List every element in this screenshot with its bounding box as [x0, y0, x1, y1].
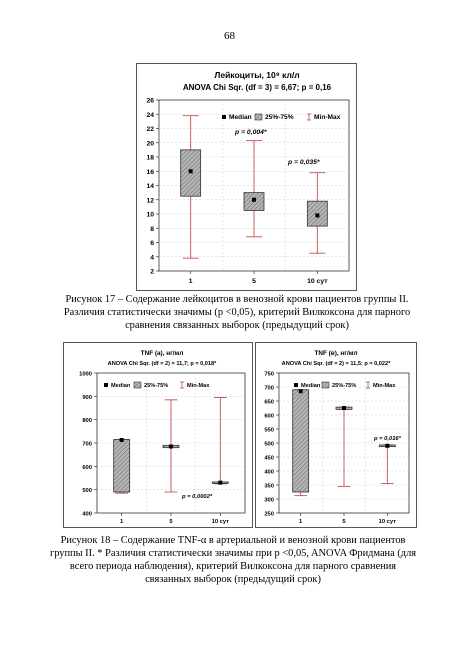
y-tick-label: 700 [264, 385, 274, 392]
chart-subtitle: ANOVA Chi Sqr. (df = 2) = 11,5; p = 0,022* [281, 361, 391, 367]
y-tick-label: 26 [146, 97, 154, 105]
legend-median-label: Median [111, 383, 131, 389]
y-tick-label: 800 [82, 418, 92, 425]
y-tick-label: 20 [146, 140, 154, 148]
x-tick-label: 5 [342, 519, 346, 525]
x-tick-label: 10 сут [211, 519, 230, 525]
chart-tnf-venous [255, 342, 417, 528]
chart-tnf-arterial [63, 342, 253, 528]
median-marker [218, 481, 222, 485]
legend-minmax-label: Min-Max [187, 383, 210, 389]
y-tick-label: 6 [150, 240, 154, 247]
y-tick-label: 750 [264, 371, 274, 378]
legend-median-label: Median [301, 383, 321, 389]
median-marker [120, 438, 124, 442]
y-tick-label: 8 [150, 225, 154, 233]
legend-iqr-label: 25%-75% [265, 114, 294, 121]
y-tick-label: 600 [82, 464, 92, 471]
legend-iqr-swatch [255, 114, 262, 120]
median-marker [315, 213, 319, 217]
legend-median-marker [104, 383, 108, 387]
p-value-annotation: p = 0,035* [288, 159, 320, 166]
legend-median-marker [294, 383, 298, 387]
x-tick-label: 1 [120, 519, 124, 525]
y-tick-label: 24 [146, 111, 154, 119]
chart-title: Лейкоциты, 10⁹ кл/л [214, 70, 300, 80]
y-tick-label: 14 [146, 183, 154, 190]
median-marker [299, 389, 303, 393]
chart-subtitle: ANOVA Chi Sqr. (df = 3) = 6,67; p = 0,16 [182, 83, 332, 92]
y-tick-label: 500 [264, 441, 274, 448]
y-tick-label: 350 [264, 483, 274, 490]
p-value-annotation: p = 0,016* [374, 436, 401, 442]
chart-subtitle: ANOVA Chi Sqr. (df = 2) = 11,7; p = 0,018* [107, 361, 217, 367]
median-marker [189, 169, 193, 173]
y-tick-label: 16 [146, 168, 154, 176]
y-tick-label: 700 [82, 441, 92, 448]
y-tick-label: 18 [146, 154, 154, 162]
y-tick-label: 4 [150, 254, 154, 262]
median-marker [342, 406, 346, 410]
figure-17-caption: Рисунок 17 – Содержание лейкоцитов в венозной крови пациентов группы II. Различия статистически значимы (p <0,05), критерий Вилкоксона для парного сравнения связанных выборок (предыдущий срок) [63, 294, 411, 331]
y-tick-label: 2 [150, 268, 154, 276]
y-tick-label: 250 [264, 511, 274, 518]
x-tick-label: 1 [299, 519, 303, 525]
y-tick-label: 450 [264, 455, 274, 462]
legend-minmax-label: Min-Max [373, 383, 396, 389]
median-marker [252, 198, 256, 202]
y-tick-label: 550 [264, 427, 274, 434]
chart-title: TNF (a), нг/мл [140, 350, 184, 357]
figure-18-caption: Рисунок 18 – Содержание TNF-α в артериальной и венозной крови пациентов группы II. * Различия статистически значимы при p <0,05, ANOVA Фридмана (для всего периода наблюдения), критерий Вилкоксона для парного сравнения связанных выборок (предыдущий срок) [49, 535, 417, 585]
y-tick-label: 12 [146, 197, 154, 205]
y-tick-label: 650 [264, 399, 274, 406]
page-number: 68 [224, 30, 235, 42]
y-tick-label: 600 [264, 413, 274, 420]
chart-leukocytes-plot [137, 64, 356, 290]
chart-leukocytes [136, 63, 357, 291]
legend-iqr-swatch [134, 382, 141, 388]
y-tick-label: 900 [82, 394, 92, 401]
legend-iqr-label: 25%-75% [144, 383, 169, 389]
x-tick-label: 5 [252, 278, 256, 285]
p-value-annotation: p = 0,0002* [182, 494, 213, 500]
p-value-annotation: p = 0,004* [235, 129, 267, 136]
x-tick-label: 10 сут [378, 519, 397, 525]
y-tick-label: 22 [146, 126, 154, 133]
legend-iqr-swatch [322, 382, 329, 388]
chart-tnf-venous-plot [256, 343, 416, 527]
y-tick-label: 500 [82, 488, 92, 495]
y-tick-label: 400 [264, 469, 274, 476]
box-iqr [114, 440, 130, 493]
median-marker [169, 445, 173, 449]
legend-iqr-label: 25%-75% [332, 383, 357, 389]
legend-median-label: Median [229, 114, 252, 121]
x-tick-label: 10 сут [307, 278, 328, 285]
y-tick-label: 10 [146, 211, 154, 219]
y-tick-label: 1000 [79, 371, 92, 378]
y-tick-label: 400 [82, 511, 92, 518]
y-tick-label: 300 [264, 497, 274, 504]
median-marker [385, 444, 389, 448]
x-tick-label: 5 [169, 519, 173, 525]
chart-title: TNF (в), нг/мл [314, 350, 358, 357]
chart-tnf-arterial-plot [64, 343, 252, 527]
box-iqr [293, 390, 309, 492]
legend-minmax-label: Min-Max [314, 114, 341, 121]
x-tick-label: 1 [188, 278, 193, 285]
legend-median-marker [222, 115, 226, 119]
